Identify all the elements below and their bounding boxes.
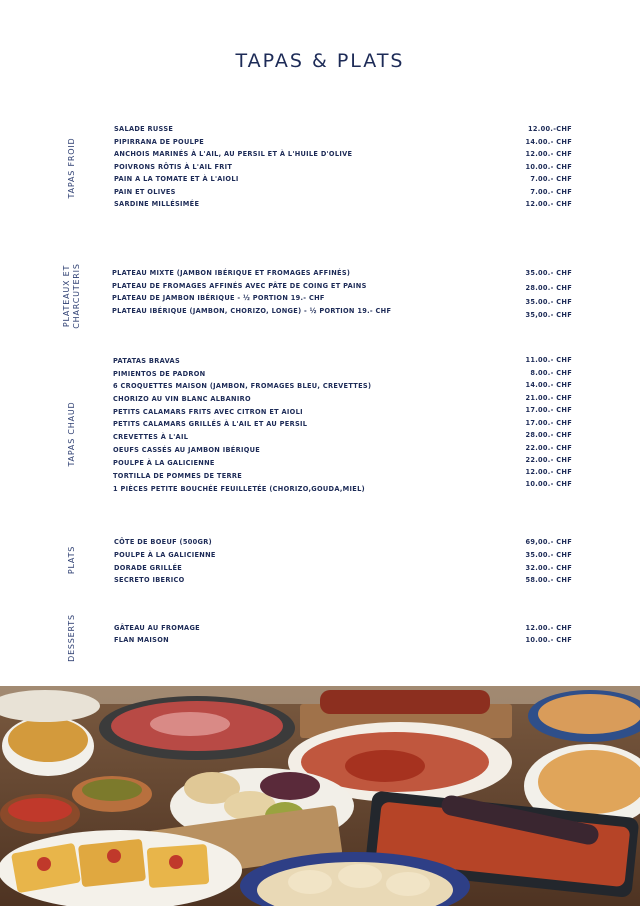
menu-item: CÔTE DE BOEUF (500GR) <box>114 538 212 546</box>
menu-price: 12.00.- CHF <box>525 200 572 208</box>
menu-item: PATATAS BRAVAS <box>113 357 180 365</box>
menu-price: 14.00.- CHF <box>525 138 572 146</box>
menu-item: POULPE À LA GALICIENNE <box>114 551 216 559</box>
menu-price: 10.00.- CHF <box>525 480 572 488</box>
menu-price: 21.00.- CHF <box>525 394 572 402</box>
menu-item: SECRETO IBERICO <box>114 576 185 584</box>
menu-item: 1 PIÈCES PETITE BOUCHÉE FEUILLETÉE (CHORIZO,GOUDA,MIEL) <box>113 485 365 493</box>
menu-price: 17.00.- CHF <box>525 419 572 427</box>
menu-item: FLAN MAISON <box>114 636 169 644</box>
menu-price: 7.00.- CHF <box>530 175 572 183</box>
menu-item: ANCHOIS MARINÉS À L'AIL, AU PERSIL ET À L'HUILE D'OLIVE <box>114 150 353 158</box>
menu-item: DORADE GRILLÉE <box>114 564 183 572</box>
menu-item: 6 CROQUETTES MAISON (JAMBON, FROMAGES BLEU, CREVETTES) <box>113 382 372 390</box>
menu-item: PETITS CALAMARS FRITS AVEC CITRON ET AIOLI <box>113 408 303 416</box>
menu-item: PLATEAU DE FROMAGES AFFINÉS AVEC PÂTE DE COING ET PAINS <box>112 282 367 290</box>
menu-item: PAIN ET OLIVES <box>114 188 176 196</box>
menu-title: TAPAS & PLATS <box>235 50 405 72</box>
menu-price: 12.00.- CHF <box>525 150 572 158</box>
menu-item: TORTILLA DE POMMES DE TERRE <box>113 472 243 480</box>
menu-price: 35.00.- CHF <box>525 551 572 559</box>
menu-price: 10.00.- CHF <box>525 636 572 644</box>
menu-price: 8.00.- CHF <box>530 369 572 377</box>
menu-price: 69,00.- CHF <box>525 538 572 546</box>
menu-price: 12.00.-CHF <box>528 125 572 133</box>
section-label: TAPAS FROID <box>67 137 76 199</box>
section-label: PLATS <box>67 545 76 575</box>
menu-price: 35.00.- CHF <box>525 298 572 306</box>
tapas-photo-icon <box>0 686 640 906</box>
menu-item: CREVETTES À L'AIL <box>113 433 189 441</box>
section-label: TAPAS CHAUD <box>67 401 76 467</box>
menu-item: PETITS CALAMARS GRILLÉS À L'AIL ET AU PERSIL <box>113 420 308 428</box>
menu-item: PLATEAU IBÉRIQUE (JAMBON, CHORIZO, LONGE) - ½ PORTION 19.- CHF <box>112 307 392 315</box>
menu-price: 35,00.- CHF <box>525 311 572 319</box>
menu-price: 32.00.- CHF <box>525 564 572 572</box>
menu-price: 10.00.- CHF <box>525 163 572 171</box>
menu-item: SALADE RUSSE <box>114 125 174 133</box>
menu-price: 7.00.- CHF <box>530 188 572 196</box>
menu-price: 22.00.- CHF <box>525 444 572 452</box>
menu-item: POULPE À LA GALICIENNE <box>113 459 215 467</box>
menu-price: 14.00.- CHF <box>525 381 572 389</box>
menu-item: CHORIZO AU VIN BLANC ALBANIRO <box>113 395 251 403</box>
menu-price: 28.00.- CHF <box>525 431 572 439</box>
menu-item: PLATEAU MIXTE (JAMBON IBÉRIQUE ET FROMAGES AFFINÉS) <box>112 269 351 277</box>
menu-item: POIVRONS RÔTIS À L'AIL FRIT <box>114 163 233 171</box>
menu-item: OEUFS CASSÉS AU JAMBON IBÉRIQUE <box>113 446 261 454</box>
menu-item: PIMIENTOS DE PADRON <box>113 370 206 378</box>
section-label: PLATEAUX ET CHARCUTERIS <box>62 263 81 329</box>
menu-item: PIPIRRANA DE POULPE <box>114 138 205 146</box>
menu-price: 22.00.- CHF <box>525 456 572 464</box>
menu-price: 17.00.- CHF <box>525 406 572 414</box>
menu-price: 12.00.- CHF <box>525 468 572 476</box>
tapas-photo <box>0 686 640 906</box>
menu-item: SARDINE MILLÉSIMÉE <box>114 200 200 208</box>
menu-item: PLATEAU DE JAMBON IBÉRIQUE - ½ PORTION 19.- CHF <box>112 294 325 302</box>
menu-price: 12.00.- CHF <box>525 624 572 632</box>
section-label: DESSERTS <box>67 614 76 662</box>
menu-price: 11.00.- CHF <box>525 356 572 364</box>
menu-price: 58.00.- CHF <box>525 576 572 584</box>
menu-item: GÂTEAU AU FROMAGE <box>114 624 200 632</box>
menu-item: PAIN A LA TOMATE ET À L'AIOLI <box>114 175 239 183</box>
menu-price: 35.00.- CHF <box>525 269 572 277</box>
menu-price: 28.00.- CHF <box>525 284 572 292</box>
